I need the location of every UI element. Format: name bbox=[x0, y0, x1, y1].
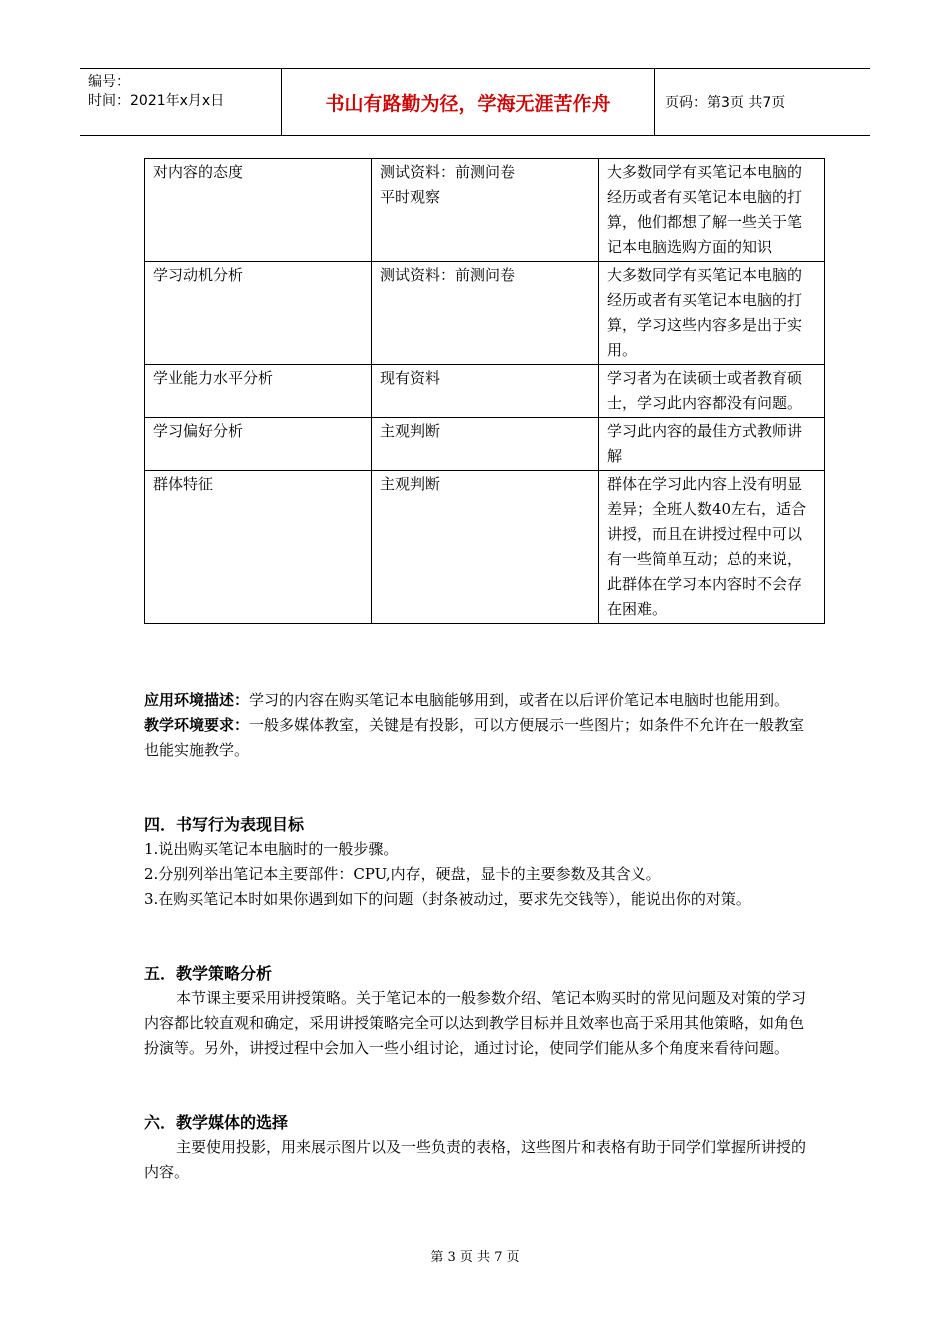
page-footer: 第 3 页 共 7 页 bbox=[430, 1250, 520, 1265]
section-4-item: 1.说出购买笔记本电脑时的一般步骤。 bbox=[144, 840, 399, 858]
table-row bbox=[145, 365, 825, 418]
number-label: 编号： bbox=[88, 74, 130, 90]
page-header bbox=[80, 68, 870, 136]
row-result-cell: 大多数同学有买笔记本电脑的经历或者有买笔记本电脑的打算，他们都想了解一些关于笔记本电脑选购方面的知识 bbox=[599, 159, 825, 262]
row-result-cell: 大多数同学有买笔记本电脑的经历或者有买笔记本电脑的打算，学习这些内容多是出于实用。 bbox=[599, 262, 825, 365]
teaching-env bbox=[144, 713, 810, 763]
section-5-text: 本节课主要采用讲授策略。关于笔记本的一般参数介绍、笔记本购买时的常见问题及对策的学习内容都比较直观和确定，采用讲授策略完全可以达到教学目标并且效率也高于采用其他策略，如角色扮演等。另外，讲授过程中会加入一些小组讨论，通过讨论，使同学们能从多个角度来看待问题。 bbox=[144, 989, 807, 1057]
learner-analysis-table bbox=[144, 158, 825, 624]
header-meta bbox=[80, 69, 282, 135]
header-page-info: 页码：第3页 共7页 bbox=[665, 95, 786, 111]
time-label: 时间：2021年x月x日 bbox=[88, 93, 225, 109]
row-result-cell: 学习者为在读硕士或者教育硕士，学习此内容都没有问题。 bbox=[599, 365, 825, 418]
table-row bbox=[145, 159, 825, 262]
section-4 bbox=[144, 813, 810, 912]
section-5 bbox=[144, 962, 810, 1061]
application-env-label: 应用环境描述： bbox=[144, 691, 250, 709]
section-5-title: 五．教学策略分析 bbox=[144, 964, 273, 983]
application-env-text: 学习的内容在购买笔记本电脑能够用到，或者在以后评价笔记本电脑时也能用到。 bbox=[249, 691, 790, 709]
row-item-cell: 群体特征 bbox=[145, 471, 372, 624]
environment-section bbox=[144, 688, 810, 763]
row-source-cell: 测试资料：前测问卷 bbox=[372, 262, 599, 365]
row-source-cell: 测试资料：前测问卷 平时观察 bbox=[372, 159, 599, 262]
teaching-env-label: 教学环境要求： bbox=[144, 716, 250, 734]
row-source-cell: 现有资料 bbox=[372, 365, 599, 418]
row-item-cell: 学业能力水平分析 bbox=[145, 365, 372, 418]
application-env bbox=[144, 688, 810, 713]
section-6-title: 六．教学媒体的选择 bbox=[144, 1113, 289, 1132]
row-source-cell: 主观判断 bbox=[372, 471, 599, 624]
section-4-item: 2.分别列举出笔记本主要部件：CPU,内存，硬盘，显卡的主要参数及其含义。 bbox=[144, 865, 661, 883]
teaching-env-text: 一般多媒体教室，关键是有投影，可以方便展示一些图片；如条件不允许在一般教室也能实施教学。 bbox=[144, 716, 805, 759]
section-4-title: 四．书写行为表现目标 bbox=[144, 815, 305, 834]
row-item-cell: 对内容的态度 bbox=[145, 159, 372, 262]
section-6 bbox=[144, 1111, 810, 1185]
section-4-item: 3.在购买笔记本时如果你遇到如下的问题（封条被动过，要求先交钱等），能说出你的对策。 bbox=[144, 890, 751, 908]
row-item-cell: 学习偏好分析 bbox=[145, 418, 372, 471]
table-row bbox=[145, 262, 825, 365]
row-result-cell: 群体在学习此内容上没有明显差异；全班人数40左右，适合讲授，而且在讲授过程中可以有一些简单互动；总的来说，此群体在学习本内容时不会存在困难。 bbox=[599, 471, 825, 624]
row-item-cell: 学习动机分析 bbox=[145, 262, 372, 365]
header-motto: 书山有路勤为径，学海无涯苦作舟 bbox=[282, 69, 655, 135]
row-source-cell: 主观判断 bbox=[372, 418, 599, 471]
row-result-cell: 学习此内容的最佳方式教师讲解 bbox=[599, 418, 825, 471]
section-6-text: 主要使用投影，用来展示图片以及一些负责的表格，这些图片和表格有助于同学们掌握所讲授的内容。 bbox=[144, 1138, 807, 1181]
table-row bbox=[145, 471, 825, 624]
table-row bbox=[145, 418, 825, 471]
